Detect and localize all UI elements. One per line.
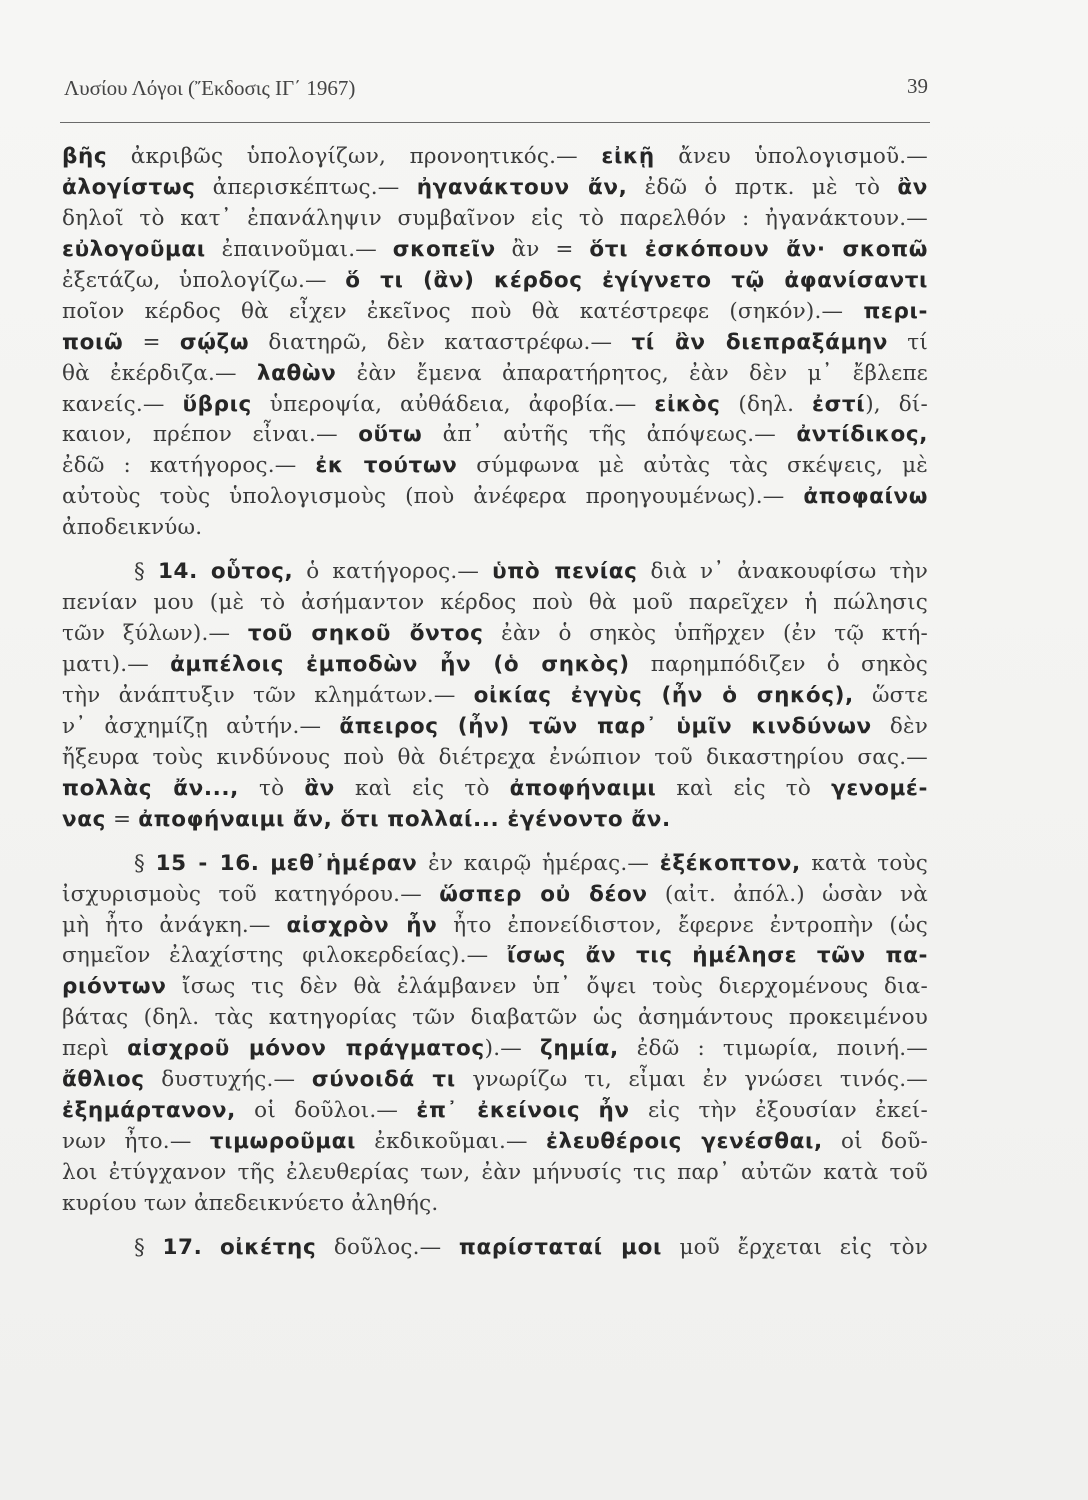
text-line	[62, 142, 928, 173]
gloss-text: ματι).—	[62, 652, 171, 677]
gloss-text: δυστυχής.—	[144, 1067, 312, 1093]
gloss-text: ἐὰν ἔμενα ἀπαρατήρητος, ἐὰν δὲν μ᾿ ἔβλεπε	[336, 360, 928, 386]
gloss-text: ν᾿ ἀσχημίζῃ αὐτήν.—	[62, 713, 340, 739]
paragraph-gap	[62, 836, 928, 849]
gloss-text: ἀπ᾿ αὐτῆς τῆς ἀπόψεως.—	[422, 422, 797, 448]
bold-term: ἦν	[598, 1098, 630, 1124]
bold-term: ἄπειρος (ἦν) τῶν παρ᾿ ὑμῖν κινδύνων	[339, 713, 872, 739]
gloss-text: καιον, πρέπον εἶναι.—	[62, 422, 359, 448]
text-line	[62, 849, 928, 880]
gloss-text: βάτας (δηλ. τὰς κατηγορίας τῶν διαβατῶν ὡς ἀσημάντους προκειμένου	[62, 1005, 928, 1031]
gloss-text: ἐδῶ : τιμωρία, ποινή.—	[618, 1036, 928, 1062]
text-line	[62, 588, 928, 619]
text-block	[62, 142, 928, 1264]
bold-term: ἀντίδικος,	[796, 422, 928, 448]
bold-term: 17.	[162, 1234, 203, 1260]
header-rule	[60, 122, 930, 123]
bold-term: ἐλευθέροις γενέσθαι,	[545, 1129, 823, 1155]
bold-term: ὕβρις	[182, 391, 252, 417]
gloss-text: ἄνευ ὑπολογισμοῦ.—	[654, 144, 928, 169]
bold-term: ἀλογίστως	[62, 174, 196, 200]
text-line	[62, 173, 928, 204]
gloss-text: =	[105, 806, 139, 832]
running-head: Λυσίου Λόγοι (Ἔκδοσις ΙΓ΄ 1967)	[64, 76, 356, 100]
gloss-text: ).—	[484, 1036, 541, 1062]
gloss-text: ἐν καιρῷ ἡμέρας.—	[417, 850, 660, 876]
gloss-text: διὰ ν᾿ ἀνακουφίσω τὴν	[637, 559, 928, 585]
gloss-text: λοι ἐτύγχανον τῆς ἐλευθερίας των, ἐὰν μήνυσίς τις παρ᾿ αὐτῶν κατὰ τοῦ	[62, 1160, 928, 1185]
text-line	[62, 712, 928, 743]
text-line	[62, 1233, 928, 1264]
gloss-text: =	[123, 329, 180, 355]
text-line	[62, 880, 928, 911]
gloss-text: εἰς τὴν ἐξουσίαν ἐκεί-	[629, 1098, 928, 1124]
text-line	[62, 1096, 928, 1127]
gloss-text: ἐδῶ ὁ πρτκ. μὲ τὸ	[627, 174, 898, 200]
gloss-text: δοῦλος.—	[316, 1234, 459, 1260]
text-line	[62, 390, 928, 421]
bold-term: πολλὰς ἄν...,	[62, 775, 239, 801]
bold-term: παρίσταταί μοι	[458, 1234, 662, 1260]
gloss-text: περὶ	[62, 1036, 128, 1062]
bold-term: εἰκὸς	[654, 391, 721, 417]
bold-term: ἴσως ἄν τις ἠμέλησε τῶν πα-	[506, 943, 928, 969]
text-line	[62, 328, 928, 359]
gloss-text: κυρίου των ἀπεδεικνύετο ἀληθής.	[62, 1190, 439, 1216]
text-line	[62, 774, 928, 805]
gloss-text	[202, 1235, 220, 1260]
bold-term: ἐξέκοπτον,	[659, 850, 801, 876]
bold-term: ἀποφαίνω	[803, 484, 928, 510]
bold-term: οἰκέτης	[219, 1234, 317, 1260]
paragraph-gap	[62, 1220, 928, 1233]
gloss-text: οἱ δοῦ-	[822, 1129, 928, 1155]
gloss-text: ἐκδικοῦμαι.—	[356, 1129, 546, 1155]
text-line	[62, 650, 928, 681]
bold-term: γενομέ-	[831, 775, 929, 801]
gloss-text: τὴν ἀνάπτυξιν τῶν κλημάτων.—	[62, 682, 474, 708]
bold-term: τοῦ σηκοῦ ὄντος	[247, 621, 484, 647]
text-line	[62, 1127, 928, 1158]
gloss-text: §	[134, 1234, 163, 1260]
gloss-text: νων ἦτο.—	[62, 1129, 210, 1155]
bold-term: ἠγανάκτουν ἄν,	[416, 174, 628, 200]
bold-term: ἐξημάρτανον,	[62, 1098, 236, 1124]
gloss-text	[580, 1098, 598, 1123]
gloss-text	[198, 559, 211, 584]
bold-term: μεθ᾿ἡμέραν	[270, 850, 418, 876]
bold-term: σύνοιδά τι	[311, 1067, 456, 1093]
bold-term: περι-	[863, 298, 928, 324]
bold-term: εἰκῇ	[601, 144, 655, 169]
bold-term: ποιῶ	[62, 329, 124, 355]
text-line	[62, 359, 928, 390]
text-line	[62, 204, 928, 235]
bold-term: ἄθλιος	[62, 1067, 145, 1093]
gloss-text: σύμφωνα μὲ αὐτὰς τὰς σκέψεις, μὲ	[457, 453, 928, 479]
bold-term: ριόντων	[62, 974, 167, 1000]
text-line	[62, 513, 928, 544]
bold-term: τιμωροῦμαι	[209, 1129, 357, 1155]
bold-term: ὅ τι (ἂν) κέρδος ἐγίγνετο τῷ ἀφανίσαντι	[345, 267, 928, 293]
gloss-text: καὶ εἰς τὸ	[656, 775, 832, 801]
gloss-text: οἱ δοῦλοι.—	[235, 1098, 417, 1124]
gloss-text: μοῦ ἔρχεται εἰς τὸν	[661, 1234, 928, 1260]
page-header	[64, 74, 928, 104]
gloss-text: (δηλ.	[720, 391, 812, 417]
bold-term: οἰκίας ἐγγὺς (ἦν ὁ σηκός),	[473, 682, 854, 708]
text-line	[62, 557, 928, 588]
bold-term: νας	[62, 806, 106, 832]
gloss-text: ἀπερισκέπτως.—	[195, 174, 417, 200]
gloss-text: ἐδῶ : κατήγορος.—	[62, 453, 316, 479]
bold-term: ἀμπέλοις ἐμποδὼν ἦν (ὁ σηκὸς)	[170, 652, 630, 677]
bold-term: ὑπὸ πενίας	[492, 559, 638, 585]
gloss-text: κατὰ τοὺς	[800, 850, 928, 876]
bold-term: ζημία,	[540, 1036, 619, 1062]
bold-term: ἂν	[304, 775, 335, 801]
gloss-text: ὁ κατήγορος.—	[293, 559, 493, 585]
text-line	[62, 805, 928, 836]
gloss-text: ἐὰν ὁ σηκὸς ὑπῆρχεν (ἐν τῷ κτή-	[483, 621, 928, 647]
bold-term: ὥσπερ οὐ δέον	[439, 881, 648, 907]
gloss-text: ὥστε	[853, 682, 928, 708]
gloss-text: γνωρίζω τι, εἶμαι ἐν γνώσει τινός.—	[455, 1067, 928, 1093]
text-line	[62, 743, 928, 774]
text-line	[62, 482, 928, 513]
bold-term: οὗτος,	[210, 559, 294, 585]
bold-term: λαθὼν	[256, 360, 337, 386]
gloss-text: ἂν =	[495, 236, 590, 262]
bold-term: οὕτω	[358, 422, 423, 448]
text-line	[62, 451, 928, 482]
gloss-text: τῶν ξύλων).—	[62, 621, 248, 647]
gloss-text: δὲν	[871, 713, 929, 739]
bold-term: βῆς	[62, 144, 108, 169]
bold-term: ἐκ τούτων	[315, 453, 458, 479]
gloss-text: ὑπεροψία, αὐθάδεια, ἀφοβία.—	[251, 391, 655, 417]
text-line	[62, 1065, 928, 1096]
text-line	[62, 972, 928, 1003]
text-line	[62, 681, 928, 712]
gloss-text: ἰσχυρισμοὺς τοῦ κατηγόρου.—	[62, 881, 440, 907]
text-line	[62, 1158, 928, 1189]
bold-term: σῴζω	[179, 329, 250, 355]
text-line	[62, 1034, 928, 1065]
gloss-text: ἴσως τις δὲν θὰ ἐλάμβανεν ὑπ᾿ ὄψει τοὺς διερχομένους δια-	[166, 974, 928, 1000]
gloss-text: ἀκριβῶς ὑπολογίζων, προνοητικός.—	[107, 144, 602, 169]
bold-term: 14.	[157, 559, 198, 585]
bold-term: σκοπεῖν	[392, 236, 496, 262]
gloss-text: ), δί-	[865, 391, 928, 417]
gloss-text: σημεῖον ἐλαχίστης φιλοκερδείας).—	[62, 943, 507, 969]
gloss-text: §	[134, 559, 158, 585]
gloss-text: ἤξευρα τοὺς κινδύνους ποὺ θὰ διέτρεχα ἐνώπιον τοῦ δικαστηρίου σας.—	[62, 744, 928, 770]
paragraph-gap	[62, 544, 928, 557]
gloss-text: (αἰτ. ἀπόλ.) ὡσὰν νὰ	[647, 881, 928, 907]
text-line	[62, 1003, 928, 1034]
bold-term: ἂν	[897, 174, 928, 200]
gloss-text: κανείς.—	[62, 391, 183, 417]
gloss-text: τὸ	[238, 775, 305, 801]
text-line	[62, 297, 928, 328]
text-line	[62, 266, 928, 297]
gloss-text: καὶ εἰς τὸ	[334, 775, 510, 801]
text-line	[62, 911, 928, 942]
page-number: 39	[907, 74, 928, 98]
gloss-text: §	[134, 850, 156, 876]
gloss-text: ἦτο ἐπονείδιστον, ἔφερνε ἐντροπὴν (ὡς	[437, 912, 928, 938]
gloss-text: μὴ ἦτο ἀνάγκη.—	[62, 912, 287, 938]
gloss-text: ἀποδεικνύω.	[62, 515, 203, 541]
bold-term: ἀποφήναιμι	[509, 775, 657, 801]
text-line	[62, 941, 928, 972]
bold-term: ὅτι ἐσκόπουν ἄν· σκοπῶ	[589, 236, 928, 262]
bold-term: 15 - 16.	[155, 850, 260, 876]
gloss-text: δηλοῖ τὸ κατ᾿ ἐπανάληψιν συμβαῖνον εἰς τὸ παρελθόν : ἠγανάκτουν.—	[62, 205, 928, 231]
gloss-text: παρημπόδιζεν ὁ σηκὸς	[629, 652, 928, 677]
bold-term: αἰσχρὸν ἦν	[286, 912, 438, 938]
gloss-text: πενίαν μου (μὲ τὸ ἀσήμαντον κέρδος ποὺ θὰ μοῦ παρεῖχεν ἡ πώλησις	[62, 590, 928, 616]
text-line	[62, 1189, 928, 1220]
bold-term: αἰσχροῦ μόνον πράγματος	[127, 1036, 485, 1062]
bold-term: τί ἂν διεπραξάμην	[631, 329, 889, 355]
gloss-text: θὰ ἐκέρδιζα.—	[62, 360, 257, 386]
gloss-text: τί	[888, 329, 928, 355]
gloss-text: ποῖον κέρδος θὰ εἶχεν ἐκεῖνος ποὺ θὰ κατέστρεφε (σηκόν).—	[62, 298, 864, 324]
bold-term: ἐστί	[812, 391, 866, 417]
bold-term: ἐπ᾿ ἐκείνοις	[416, 1098, 581, 1124]
gloss-text: ἐπαινοῦμαι.—	[205, 236, 393, 262]
text-line	[62, 420, 928, 451]
gloss-text: διατηρῶ, δὲν καταστρέφω.—	[249, 329, 632, 355]
bold-term: εὐλογοῦμαι	[62, 236, 206, 262]
text-line	[62, 235, 928, 266]
gloss-text	[260, 851, 271, 876]
gloss-text: αὐτοὺς τοὺς ὑπολογισμοὺς (ποὺ ἀνέφερα προηγουμένως).—	[62, 484, 804, 510]
bold-term: ἀποφήναιμι ἄν, ὅτι πολλαί... ἐγένοντο ἄν.	[138, 806, 671, 832]
gloss-text: ἐξετάζω, ὑπολογίζω.—	[62, 267, 346, 293]
text-line	[62, 619, 928, 650]
